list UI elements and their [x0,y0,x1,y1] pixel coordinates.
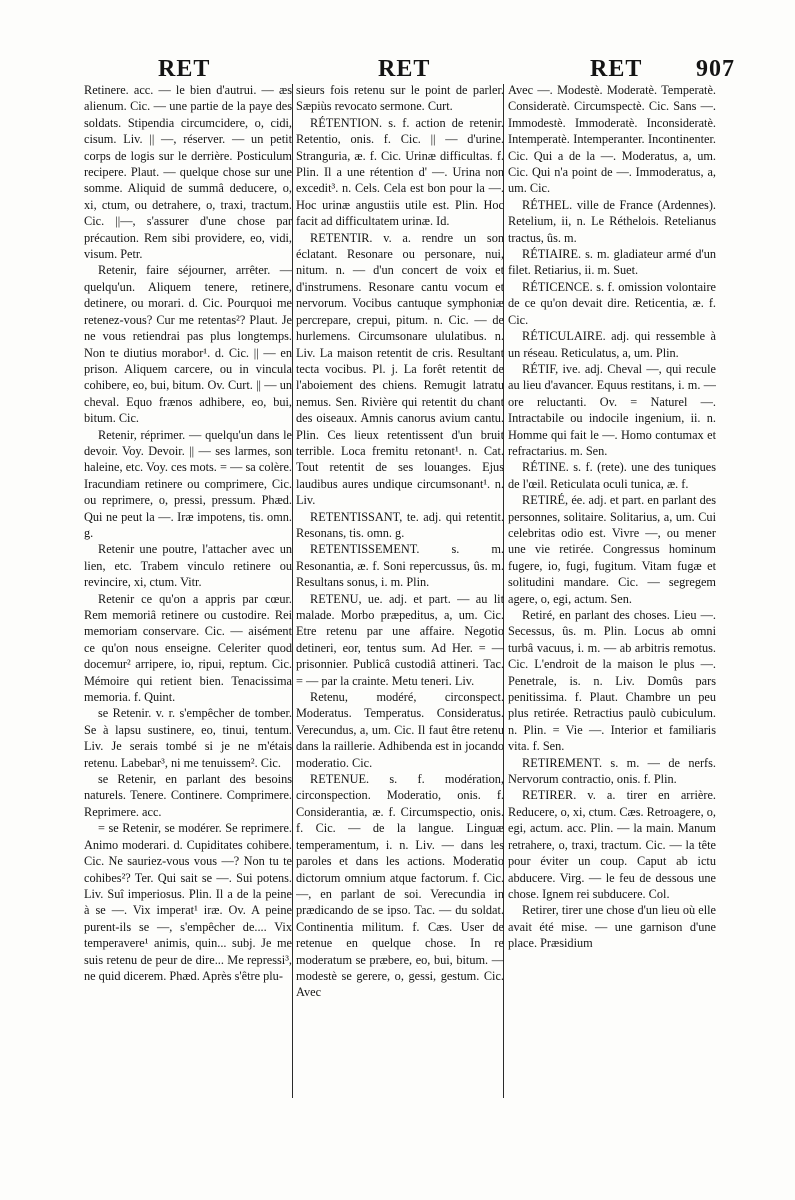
column-1 [84,82,292,1132]
entry-paragraph: Retenir, faire séjourner, arrêter. — quelqu'un. Aliquem tenere, retinere, detinere, ou morari. d. Cic. Pourquoi me retenez-vous? Cur me retentas²? Plaut. Je ne vous retiendrai pas plus longtemps. Non te diutius morabor¹. d. Cic. || — en prison. Aliquem carcere, ou in vincula cohibere, eo, bui, bitum. Ov. Curt. || — un cheval. Equo frænos adhibere, eo, bui, bitum. Cic. [84,263,292,426]
entry-paragraph: = se Retenir, se modérer. Se reprimere. Animo moderari. d. Cupiditates cohibere. Cic. Ne sauriez-vous vous —? Non tu te cohibes²? Ter. Qui sait se —. Sui potens. Liv. Suî imperiosus. Plin. Il a de la peine à se —. Vix imperat¹ iræ. Ov. A peine purent-ils se —, s'empêcher de.... Vix temperavere¹ animis, quin... subj. Je me suis retenu de peur de dire... Me repressi³, ne quid dicerem. Phæd. Après s'être plu- [84,821,292,983]
entry-paragraph: Retiré, en parlant des choses. Lieu —. Secessus, ûs. m. Plin. Locus ab omni turbâ vacuus, i. m. — ab arbitris remotus. Cic. L'endroit de la maison le plus —. Penetrale, is. n. Liv. Domûs pars penitissima. f. Plaut. Chambre un peu plus retirée. Retractius paulò cubiculum. n. Plin. = Vie —. Interior et familiaris vita. f. Sen. [508,608,716,754]
entry-paragraph: RETENTIR. v. a. rendre un son éclatant. Resonare ou personare, nui, nitum. n. — d'un concert de voix et d'instrumens. Resonare cantu vocum et nervorum. Vocibus cantuque symphoniæ percrepare, crepui, pitum. n. Cic. — de hurlemens. Circumsonare ululatibus. n. Liv. La maison retentit de cris. Resultant tecta vocibus. Pl. j. La forêt retentit de l'aboiement des chiens. Remugit latratu nemus. Sen. Rivière qui retentit du chant des oiseaux. Amnis canorus avium cantu. Plin. Ces lieux retentissent d'un bruit terrible. Loca fremitu retonant¹. n. Cat. Tout retentit de ses louanges. Ejus laudibus aures undique circumsonant¹. n. Liv. [296,230,504,508]
entry-paragraph: Retirer, tirer une chose d'un lieu où elle avait été mise. — une garnison d'une place. Præsidium [508,903,716,951]
entry-paragraph: RÉTICENCE. s. f. omission volontaire de ce qu'on devait dire. Reticentia, æ. f. Cic. [508,279,716,327]
entry-paragraph: se Retenir, en parlant des besoins naturels. Tenere. Continere. Comprimere. Reprimere. acc. [84,772,292,819]
entry-paragraph: Retenu, modéré, circonspect. Moderatus. Temperatus. Consideratus. Verecundus, a, um. Cic. Il faut être retenu dans la raillerie. Adhibenda est in jocando moderatio. Cic. [296,690,504,770]
entry-paragraph: RETENU, ue. adj. et part. — au lit malade. Morbo præpeditus, a, um. Cic. Etre retenu par une affaire. Negotio detineri, eor, tentus sum. Ad Her. = — prisonnier. Publicâ custodiâ attineri. Tac. = — par la crainte. Metu teneri. Liv. [296,591,504,688]
entry-paragraph: RÉTHEL. ville de France (Ardennes). Retelium, ii, n. Le Réthelois. Retelianus tractus, ûs. m. [508,197,716,245]
entry-paragraph: RÉTICULAIRE. adj. qui ressemble à un réseau. Reticulatus, a, um. Plin. [508,329,716,360]
entry-paragraph: sieurs fois retenu sur le point de parler. Sæpiùs revocato sermone. Curt. [296,83,504,114]
entry-paragraph: se Retenir. v. r. s'empêcher de tomber. Se à lapsu sustinere, eo, tinui, tentum. Liv. Je serais tombé si je ne m'étais retenu. Labebar³, ni me tenuissem². Cic. [84,706,292,770]
entry-paragraph: Retenir, réprimer. — quelqu'un dans le devoir. Voy. Devoir. || — ses larmes, son haleine, etc. Voy. ces mots. = — sa colère. Iracundiam retinere ou comprimere, Cic. ou reprimere, o, pressi, pressum. Phæd. Qui ne peut la —. Iræ impotens, tis. omn. g. [84,427,292,540]
entry-paragraph: RETENUE. s. f. modération, circonspection. Moderatio, onis. f. Considerantia, æ. f. Circumspectio, onis. f. Cic. — de la langue. Linguæ temperamentum, i. n. Liv. — dans les paroles et dans les actions. Moderatio dictorum omnium atque factorum. f. Cic. —, en parlant de soi. Verecundia in prædicando de se ipso. Tac. — du soldat. Continentia militum. f. Cæs. User de retenue en quelque chose. In re moderatum se præbere, eo, bui, bitum. — modestè se gerere, o, gessi, gestum. Cic. Avec [296,772,504,1000]
entry-paragraph: RETENTISSEMENT. s. m. Resonantia, æ. f. Soni repercussus, ûs. m. Resultans sonus, i. m. Plin. [296,542,504,590]
header-right-guideword: RET [590,56,643,82]
running-header [60,55,735,83]
column-divider-1 [292,84,293,1098]
entry-paragraph: RÉTIAIRE. s. m. gladiateur armé d'un filet. Retiarius, ii. m. Suet. [508,247,716,278]
entry-paragraph: RETIRÉ, ée. adj. et part. en parlant des personnes, solitaire. Solitarius, a, um. Cui celebritas odio est. Vivre —, ou mener une vie retirée. Congressus hominum fugere, io, fugi, fugitum. Vitam fugæ et solitudini mandare. Cic. — segregem agere, o, egi, actum. Sen. [508,493,716,606]
entry-paragraph: Retinere. acc. — le bien d'autrui. — æs alienum. Cic. — une partie de la paye des soldats. Stipendia circumcidere, o, cidi, cisum. Liv. || —, réserver. — un petit corps de logis sur le derrière. Posticulum recipere. Plaut. — quelque chose sur une somme. Aliquid de summâ deducere, o, xi, ctum, ou detrahere, o, traxi, tractum. Cic. ||—, s'assurer d'une chose par précaution. Rem sibi providere, eo, vidi, visum. Petr. [84,83,292,262]
entry-paragraph: RETIRER. v. a. tirer en arrière. Reducere, o, xi, ctum. Cæs. Retroagere, o, egi, actum. acc. Plin. — la main. Manum retrahere, o, traxi, tractum. Cic. — la tête pour éviter un coup. Caput ab ictu abducere. Virg. — le feu de dessous une chose. Ignem rei subducere. Col. [508,788,716,901]
column-3 [508,82,716,1132]
page-number: 907 [696,56,735,82]
entry-paragraph: Retenir une poutre, l'attacher avec un lien, etc. Trabem vinculo retinere ou revincire, xi, ctum. Vitr. [84,542,292,590]
entry-paragraph: RETIREMENT. s. m. — de nerfs. Nervorum contractio, onis. f. Plin. [508,755,716,787]
entry-paragraph: RETENTISSANT, te. adj. qui retentit. Resonans, tis. omn. g. [296,509,504,540]
column-2 [296,82,504,1132]
header-center-guideword: RET [378,56,431,82]
entry-paragraph: Retenir ce qu'on a appris par cœur. Rem memoriâ retinere ou custodire. Rei memoriam conservare. Cic. — aisément ce qu'on nous enseigne. Celeriter quod docemur² arripere, io, ripui, reptum. Cic. Mémoire qui retient bien. Tenacissima memoria. f. Quint. [84,591,292,705]
entry-paragraph: Avec —. Modestè. Moderatè. Temperatè. Consideratè. Circumspectè. Cic. Sans —. Immodestè. Immoderatè. Inconsideratè. Intemperatè. Intemperanter. Incontinenter. Cic. Qui a de la —. Moderatus, a, um. Cic. Qui n'a point de —. Immoderatus, a, um. Cic. [508,83,716,196]
entry-paragraph: RÉTENTION. s. f. action de retenir. Retentio, onis. f. Cic. || — d'urine. Stranguria, æ. f. Cic. Urinæ difficultas. f. Plin. Il a une rétention d' —. Urina non excedit³. n. Cels. Cela est bon pour la —. Hoc urinæ angustiis utile est. Plin. Hoc facit ad difficultatem urinæ. Id. [296,115,504,229]
entry-paragraph: RÉTIF, ive. adj. Cheval —, qui recule au lieu d'avancer. Equus restitans, i. m. — ore reluctanti. Ov. = Naturel —. Intractabile ou indocile ingenium, ii. n. Homme qui fait le —. Homo contumax et refractarius. m. Sen. [508,361,716,458]
header-left-guideword: RET [158,56,211,82]
entry-paragraph: RÉTINE. s. f. (rete). une des tuniques de l'œil. Reticulata oculi tunica, æ. f. [508,460,716,491]
